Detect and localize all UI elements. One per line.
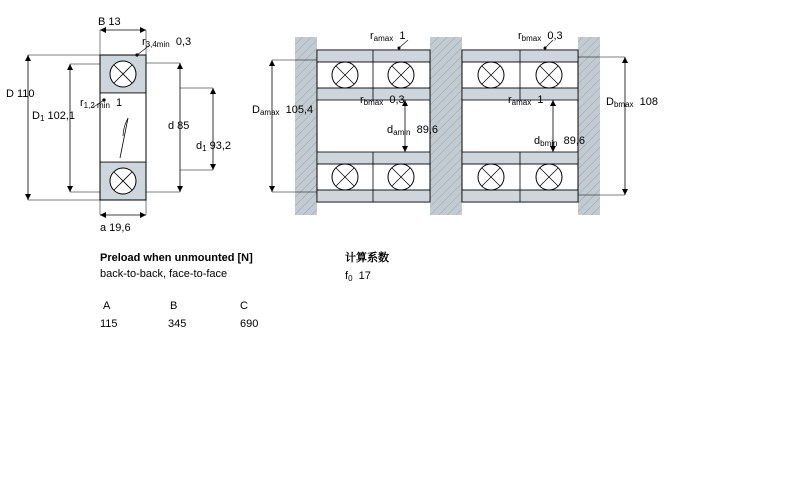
label-ramax-inner: [508, 94, 543, 107]
preload-col-A: A: [103, 300, 111, 312]
calc-title: 计算系数: [345, 252, 389, 264]
label-r12min-sub: 1,2 min: [83, 101, 110, 110]
label-rbmax-inner-value: 0,3: [389, 94, 405, 106]
label-r12min-value: 1: [116, 97, 123, 109]
label-rbmax-right-symbol: r: [518, 30, 522, 42]
label-rbmax-right: [518, 30, 563, 43]
label-damin-sub: amin: [393, 128, 411, 137]
label-r12min-symbol: r: [80, 97, 84, 109]
label-r34min: [142, 36, 191, 49]
label-damin: [387, 124, 438, 137]
label-Damax-sub: amax: [259, 108, 280, 117]
label-d1: [196, 140, 231, 153]
label-Dbmax: [606, 96, 658, 109]
label-ramax-inner-symbol: r: [508, 94, 512, 106]
label-ramax-left-sub: amax: [373, 34, 394, 43]
calc-factor-sub: 0: [348, 274, 353, 283]
label-Damax-symbol: D: [252, 104, 260, 116]
preload-col-B: B: [170, 300, 178, 312]
label-rbmax-right-sub: bmax: [521, 34, 542, 43]
label-rbmax-inner-sub: bmax: [363, 98, 384, 107]
label-D: D 110: [6, 88, 35, 100]
label-r12min: [80, 97, 122, 110]
label-d1-symbol: d: [196, 140, 203, 152]
label-ramax-inner-value: 1: [537, 94, 544, 106]
label-D1-symbol: D: [32, 110, 40, 122]
label-D1: [32, 110, 75, 123]
preload-value-A: 115: [100, 318, 118, 330]
label-dbmin: [534, 135, 585, 148]
label-dbmin-sub: bmin: [540, 139, 558, 148]
label-d1-value: 93,2: [209, 140, 232, 152]
calc-factor-value: 17: [358, 270, 371, 282]
label-r34min-sub: 3,4min: [145, 40, 170, 49]
label-D1-sub: 1: [39, 114, 45, 123]
preload-col-C: C: [240, 300, 248, 312]
label-d: d 85: [168, 120, 190, 132]
label-Dbmax-sub: bmax: [613, 100, 634, 109]
label-Damax-value: 105,4: [285, 104, 314, 116]
label-B: B 13: [98, 16, 121, 28]
label-ramax-left-value: 1: [399, 30, 406, 42]
label-Dbmax-symbol: D: [606, 96, 614, 108]
calc-factor-symbol: f: [345, 270, 349, 282]
right-section-view: [269, 37, 628, 215]
label-rbmax-inner: [360, 94, 405, 107]
label-Dbmax-value: 108: [639, 96, 658, 108]
calc-factor: [345, 270, 371, 283]
preload-value-C: 690: [240, 318, 259, 330]
label-a: a 19,6: [100, 222, 131, 234]
label-r34min-symbol: r: [142, 36, 146, 48]
label-rbmax-inner-symbol: r: [360, 94, 364, 106]
label-dbmin-symbol: d: [534, 135, 541, 147]
label-Damax: [252, 104, 313, 117]
preload-title: Preload when unmounted [N]: [100, 252, 253, 264]
label-ramax-left: [370, 30, 405, 43]
label-D1-value: 102,1: [47, 110, 75, 122]
label-r34min-value: 0,3: [175, 36, 192, 48]
preload-value-B: 345: [168, 318, 187, 330]
label-damin-symbol: d: [387, 124, 394, 136]
label-ramax-left-symbol: r: [370, 30, 374, 42]
label-d1-sub: 1: [202, 144, 207, 153]
preload-subtitle: back-to-back, face-to-face: [100, 268, 228, 280]
label-rbmax-right-value: 0,3: [547, 30, 563, 42]
label-dbmin-value: 89,6: [563, 135, 586, 147]
label-ramax-inner-sub: amax: [511, 98, 532, 107]
label-damin-value: 89,6: [416, 124, 439, 136]
